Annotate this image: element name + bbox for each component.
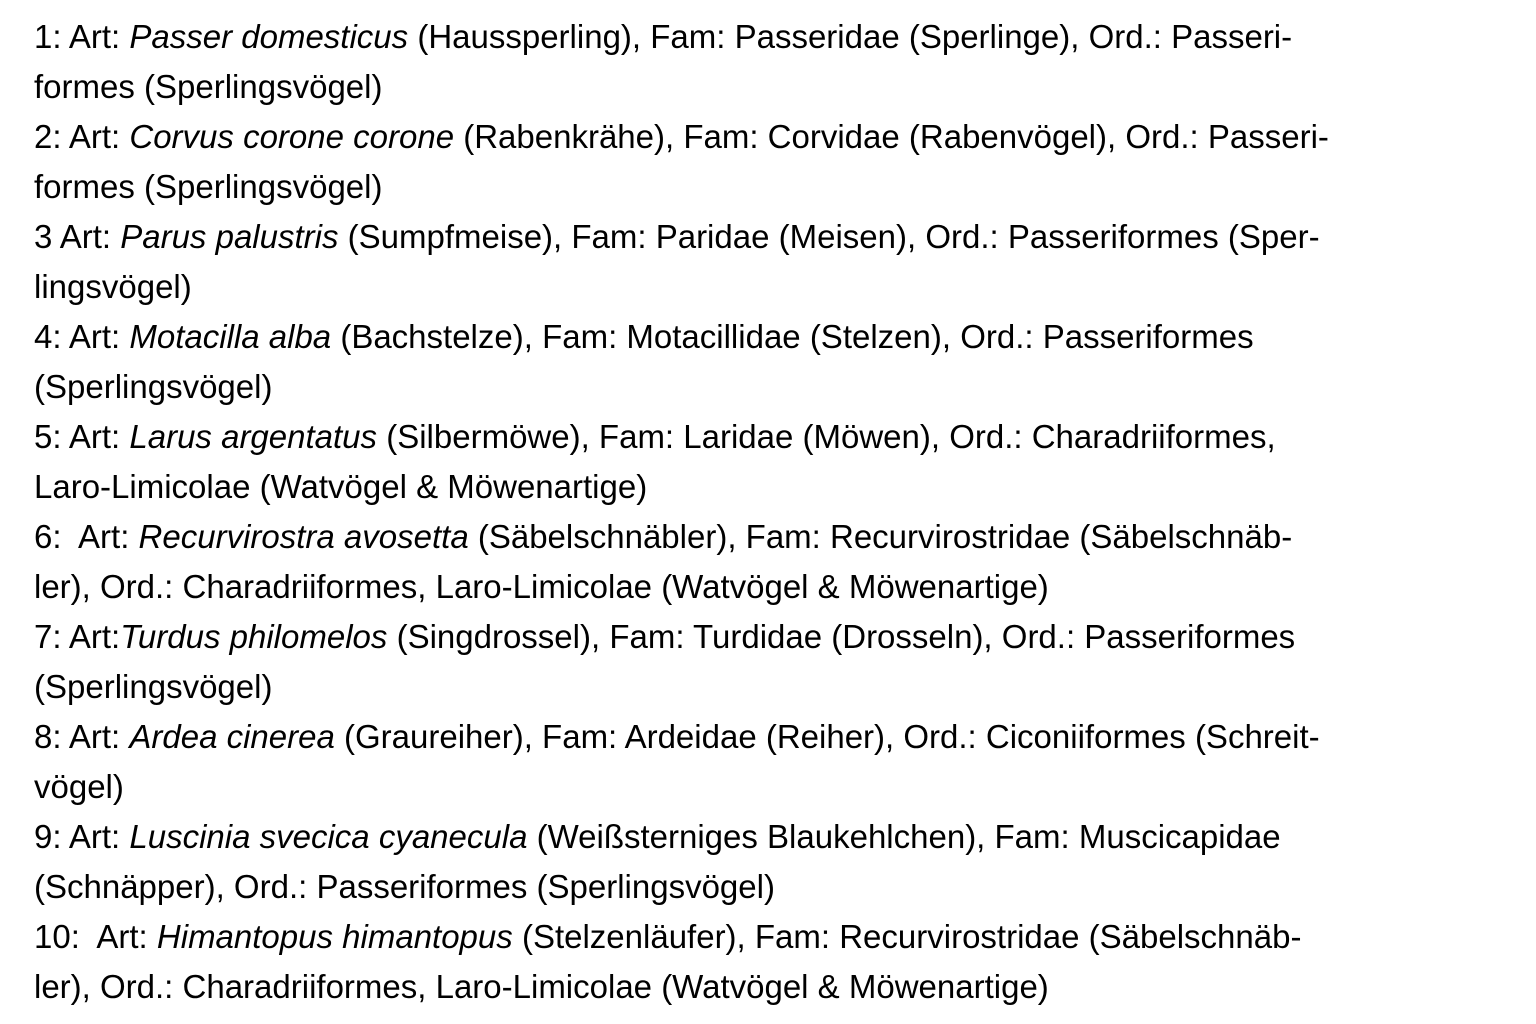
species-name: Recurvirostra avosetta	[138, 518, 469, 555]
entry-details-continued: lingsvögel)	[34, 268, 192, 305]
species-name: Larus argentatus	[129, 418, 378, 455]
species-name: Parus palustris	[120, 218, 339, 255]
species-name: Himantopus himantopus	[156, 918, 513, 955]
entry-prefix: 5: Art:	[34, 418, 130, 455]
species-list	[34, 12, 1514, 1012]
list-item	[34, 512, 1514, 612]
entry-details: (Singdrossel), Fam: Turdidae (Drosseln), Ord.: Passeriformes	[387, 618, 1296, 655]
entry-details: (Haussperling), Fam: Passeridae (Sperlinge), Ord.: Passeri-	[408, 18, 1293, 55]
entry-details: (Stelzenläufer), Fam: Recurvirostridae (Säbelschnäb-	[512, 918, 1302, 955]
entry-details: (Weißsterniges Blaukehlchen), Fam: Muscicapidae	[527, 818, 1281, 855]
entry-prefix: 8: Art:	[34, 718, 130, 755]
entry-prefix: 4: Art:	[34, 318, 130, 355]
species-name: Ardea cinerea	[129, 718, 335, 755]
entry-details-continued: vögel)	[34, 768, 124, 805]
entry-details-continued: Laro-Limicolae (Watvögel & Möwenartige)	[34, 468, 648, 505]
entry-prefix: 10: Art:	[34, 918, 157, 955]
entry-details-continued: (Sperlingsvögel)	[34, 668, 273, 705]
entry-details: (Silbermöwe), Fam: Laridae (Möwen), Ord.: Charadriiformes,	[377, 418, 1276, 455]
entry-prefix: 2: Art:	[34, 118, 130, 155]
entry-details-continued: formes (Sperlingsvögel)	[34, 168, 383, 205]
list-item	[34, 412, 1514, 512]
entry-details-continued: ler), Ord.: Charadriiformes, Laro-Limicolae (Watvögel & Möwenartige)	[34, 568, 1049, 605]
entry-details: (Sumpfmeise), Fam: Paridae (Meisen), Ord.: Passeriformes (Sper-	[338, 218, 1320, 255]
entry-prefix: 1: Art:	[34, 18, 130, 55]
list-item	[34, 612, 1514, 712]
entry-prefix: 6: Art:	[34, 518, 139, 555]
entry-details-continued: formes (Sperlingsvögel)	[34, 68, 383, 105]
entry-details-continued: ler), Ord.: Charadriiformes, Laro-Limicolae (Watvögel & Möwenartige)	[34, 968, 1049, 1005]
species-name: Turdus philomelos	[120, 618, 388, 655]
entry-prefix: 9: Art:	[34, 818, 130, 855]
species-name: Corvus corone corone	[129, 118, 455, 155]
entry-details: (Bachstelze), Fam: Motacillidae (Stelzen), Ord.: Passeriformes	[331, 318, 1254, 355]
list-item	[34, 112, 1514, 212]
entry-details: (Säbelschnäbler), Fam: Recurvirostridae (Säbelschnäb-	[468, 518, 1293, 555]
entry-prefix: 3 Art:	[34, 218, 121, 255]
entry-details: (Rabenkrähe), Fam: Corvidae (Rabenvögel), Ord.: Passeri-	[454, 118, 1329, 155]
list-item	[34, 312, 1514, 412]
entry-details-continued: (Schnäpper), Ord.: Passeriformes (Sperlingsvögel)	[34, 868, 775, 905]
species-name: Passer domesticus	[129, 18, 409, 55]
species-name: Motacilla alba	[129, 318, 332, 355]
list-item	[34, 812, 1514, 912]
list-item	[34, 212, 1514, 312]
list-item	[34, 12, 1514, 112]
list-item	[34, 712, 1514, 812]
species-name: Luscinia svecica cyanecula	[129, 818, 528, 855]
list-item	[34, 912, 1514, 1012]
entry-prefix: 7: Art:	[34, 618, 121, 655]
entry-details: (Graureiher), Fam: Ardeidae (Reiher), Ord.: Ciconiiformes (Schreit-	[334, 718, 1320, 755]
entry-details-continued: (Sperlingsvögel)	[34, 368, 273, 405]
